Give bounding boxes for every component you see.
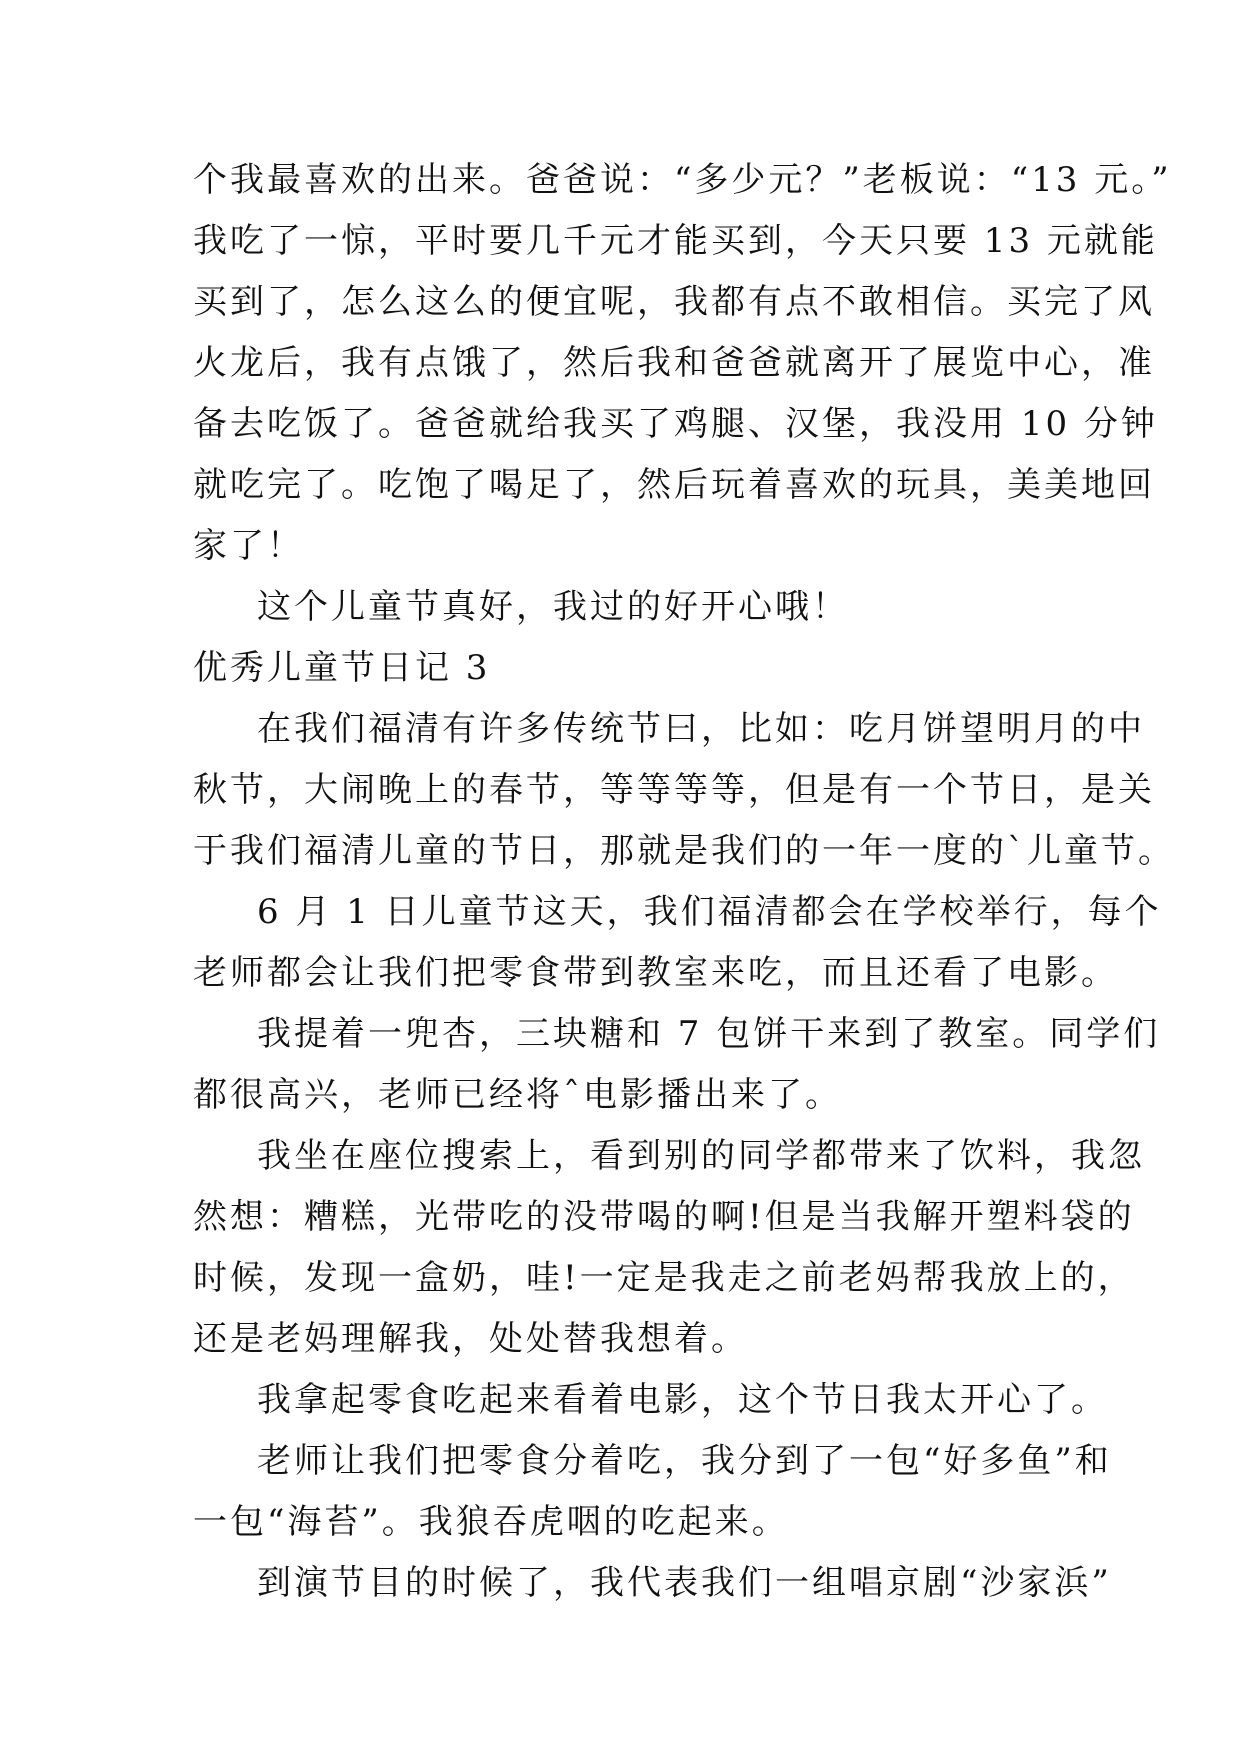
document-body bbox=[193, 150, 1175, 1614]
text-line: 火龙后，我有点饿了，然后我和爸爸就离开了展览中心，准 bbox=[193, 343, 1155, 383]
text-line: 秋节，大闹晚上的春节，等等等等，但是有一个节日，是关 bbox=[193, 770, 1155, 810]
text-line: 我拿起零食吃起来看着电影，这个节日我太开心了。 bbox=[257, 1380, 1108, 1420]
text-line: 到演节目的时候了，我代表我们一组唱京剧“沙家浜” bbox=[257, 1563, 1112, 1603]
text-line: 我吃了一惊，平时要几千元才能买到，今天只要 13 元就能 bbox=[193, 221, 1158, 261]
text-line: 于我们福清儿童的节日，那就是我们的一年一度的`儿童节。 bbox=[193, 831, 1175, 871]
text-line: 都很高兴，老师已经将ˆ电影播出来了。 bbox=[193, 1075, 842, 1115]
text-line: 6 月 1 日儿童节这天，我们福清都会在学校举行，每个 bbox=[257, 892, 1162, 932]
text-line: 一包“海苔”。我狼吞虎咽的吃起来。 bbox=[193, 1502, 789, 1542]
text-line: 老师让我们把零食分着吃，我分到了一包“好多鱼”和 bbox=[257, 1441, 1112, 1481]
text-line: 老师都会让我们把零食带到教室来吃，而且还看了电影。 bbox=[193, 953, 1118, 993]
text-line: 这个儿童节真好，我过的好开心哦！ bbox=[257, 587, 849, 627]
text-line: 然想：糟糕，光带吃的没带喝的啊!但是当我解开塑料袋的 bbox=[193, 1197, 1135, 1237]
text-line: 买到了，怎么这么的便宜呢，我都有点不敢相信。买完了风 bbox=[193, 282, 1155, 322]
text-line: 时候，发现一盒奶，哇!一定是我走之前老妈帮我放上的， bbox=[193, 1258, 1135, 1298]
text-line: 备去吃饭了。爸爸就给我买了鸡腿、汉堡，我没用 10 分钟 bbox=[193, 404, 1158, 444]
text-line: 家了！ bbox=[193, 526, 304, 566]
text-line: 还是老妈理解我，处处替我想着。 bbox=[193, 1319, 748, 1359]
section-heading: 优秀儿童节日记 3 bbox=[193, 648, 491, 688]
text-line: 个我最喜欢的出来。爸爸说：“多少元？”老板说：“13 元。” bbox=[193, 160, 1172, 200]
text-line: 就吃完了。吃饱了喝足了，然后玩着喜欢的玩具，美美地回 bbox=[193, 465, 1155, 505]
text-line: 我坐在座位搜索上，看到别的同学都带来了饮料，我忽 bbox=[257, 1136, 1145, 1176]
text-line: 我提着一兜杏，三块糖和 7 包饼干来到了教室。同学们 bbox=[257, 1014, 1161, 1054]
text-line: 在我们福清有许多传统节曰，比如：吃月饼望明月的中 bbox=[257, 709, 1145, 749]
